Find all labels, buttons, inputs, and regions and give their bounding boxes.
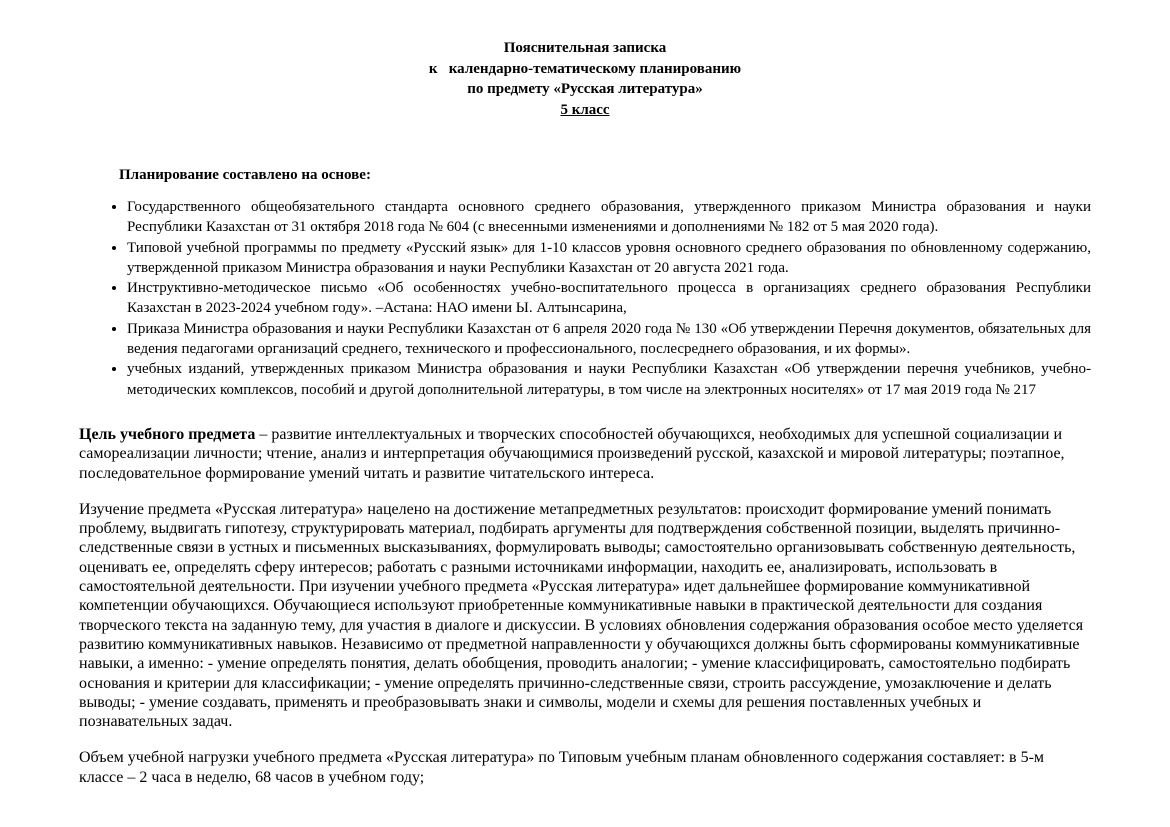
title-line-1: Пояснительная записка [503,40,667,56]
goal-lead: Цель учебного предмета [79,425,256,443]
title-line-grade [79,100,1091,121]
list-item: • Инструктивно-методическое письмо «Об особенностях учебно-воспитательного процесса в организациях среднего образования Республики Казахстан в 2023-2024 учебном году». –Астана: НАО имени Ы. Алтынсарина, [127,278,1091,319]
workload-paragraph: Объем учебной нагрузки учебного предмета «Русская литература» по Типовым учебным планам обновленного содержания составляет: в 5-м классе – 2 часа в неделю, 68 часов в учебном году; [79,749,1045,786]
study-paragraph: Изучение предмета «Русская литература» нацелено на достижение метапредметных результатов: происходит формирование умений понимать проблему, выдвигать гипотезу, структурировать материал, подбирать аргументы для подтверждения собственной позиции, выделять причинно- следственные связи в устных и письменных высказываниях, формулировать выводы; самостоятельно организовывать собственную деятельность, оценивать ее, определять сферу интересов; работать с разными источниками информации, находить ее, анализировать, использовать в самостоятельной деятельности. При изучении учебного предмета «Русская литература» идет дальнейшее формирование коммуникативной компетенции обучающихся. Обучающиеся используют приобретенные коммуникативные навыки в практической деятельности для создания творческого текста на заданную тему, для участия в диалоге и дискуссии. В условиях обновления содержания образования особое место уделяется развитию коммуникативных навыков. Независимо от предметной направленности у обучающихся должны быть сформированы коммуникативные навыки, а именно: - умение определять понятия, делать обобщения, проводить аналогии; - умение классифицировать, самостоятельно подбирать основания и критерии для классификации; - умение определять причинно-следственные связи, строить рассуждение, умозаключение и делать выводы; - умение создавать, применять и преобразовывать знаки и символы, модели и схемы для решения поставленных учебных и познавательных задач. [79,500,1084,731]
title-line-3: по предмету «Русская литература» [467,81,703,97]
list-item: • учебных изданий, утвержденных приказом Министра образования и науки Республики Казахстан «Об утверждении перечня учебников, учебно-методических комплексов, пособий и другой дополнительной литературы, в том числе на электронных носителях» от 17 мая 2019 года № 217 [127,359,1091,400]
basis-list [79,197,1091,400]
basis-heading: Планирование составлено на основе: [119,167,371,183]
document-title [79,38,1091,120]
grade-label: 5 класс [560,101,610,118]
title-line-2: к календарно-тематическому планированию [428,60,742,77]
goal-text: – развитие интеллектуальных и творческих способностей обучающихся, необходимых для успешной социализации и самореализации личности; чтение, анализ и интерпретация обучающимися произведений русской, казахской и мировой литературы; поэтапное, последовательное формирование умений читать и развитие читательского интереса. [79,425,1065,482]
list-item: • Государственного общеобязательного стандарта основного среднего образования, утвержденного приказом Министра образования и науки Республики Казахстан от 31 октября 2018 года № 604 (с внесенными изменениями и дополнениями № 182 от 5 мая 2020 года). [127,197,1091,238]
goal-paragraph [79,425,1091,483]
list-item: • Приказа Министра образования и науки Республики Казахстан от 6 апреля 2020 года № 130 «Об утверждении Перечня документов, обязательных для ведения педагогами организаций среднего, технического и профессионального, послесреднего образования, и их формы». [127,319,1091,360]
list-item: • Типовой учебной программы по предмету «Русский язык» для 1-10 классов уровня основного среднего образования по обновленному содержанию, утвержденной приказом Министра образования и науки Республики Казахстан от 20 августа 2021 года. [127,238,1091,279]
